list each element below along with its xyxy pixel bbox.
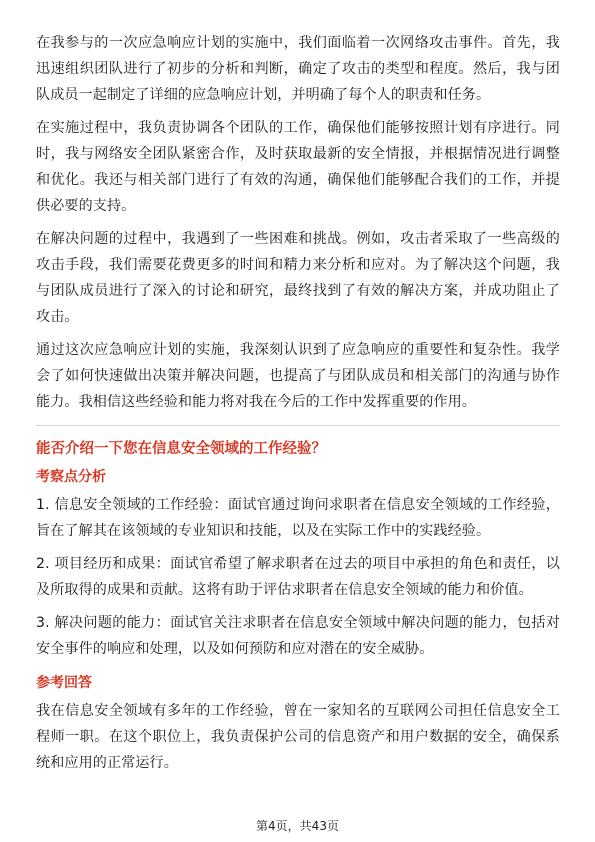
body-paragraph: 在解决问题的过程中，我遇到了一些困难和挑战。例如，攻击者采取了一些高级的攻击手段，我们需要花费更多的时间和精力来分析和应对。为了解决这个问题，我与团队成员进行了深入的讨论和研究，最终找到了有效的解决方案，并成功阻止了攻击。 [36,231,560,325]
question-heading: 能否介绍一下您在信息安全领域的工作经验？ [36,441,326,457]
answer-paragraph: 我在信息安全领域有多年的工作经验，曾在一家知名的互联网公司担任信息安全工程师一职。在这个职位上，我负责保护公司的信息资产和用户数据的安全，确保系统和应用的正常运行。 [36,703,560,771]
page-number: 第4页，共43页 [256,819,339,833]
page-content [36,30,560,783]
analysis-heading: 考察点分析 [36,469,106,485]
section-divider [36,425,560,426]
body-paragraph: 在我参与的一次应急响应计划的实施中，我们面临着一次网络攻击事件。首先，我迅速组织团队进行了初步的分析和判断，确定了攻击的类型和程度。然后，我与团队成员一起制定了详细的应急响应计划，并明确了每个人的职责和任务。 [36,35,560,103]
analysis-item: 2. 项目经历和成果：面试官希望了解求职者在过去的项目中承担的角色和责任，以及所取得的成果和贡献。这将有助于评估求职者在信息安全领域的能力和价值。 [36,556,560,598]
body-paragraph: 通过这次应急响应计划的实施，我深刻认识到了应急响应的重要性和复杂性。我学会了如何快速做出决策并解决问题，也提高了与团队成员和相关部门的沟通与协作能力。我相信这些经验和能力将对我在今后的工作中发挥重要的作用。 [36,342,560,410]
body-paragraph: 在实施过程中，我负责协调各个团队的工作，确保他们能够按照计划有序进行。同时，我与网络安全团队紧密合作，及时获取最新的安全情报，并根据情况进行调整和优化。我还与相关部门进行了有效的沟通，确保他们能够配合我们的工作，并提供必要的支持。 [36,120,560,214]
analysis-item: 3. 解决问题的能力：面试官关注求职者在信息安全领域中解决问题的能力，包括对安全事件的响应和处理，以及如何预防和应对潜在的安全威胁。 [36,615,560,657]
analysis-item: 1. 信息安全领域的工作经验：面试官通过询问求职者在信息安全领域的工作经验，旨在了解其在该领域的专业知识和技能，以及在实际工作中的实践经验。 [36,497,560,539]
answer-heading: 参考回答 [36,675,92,691]
